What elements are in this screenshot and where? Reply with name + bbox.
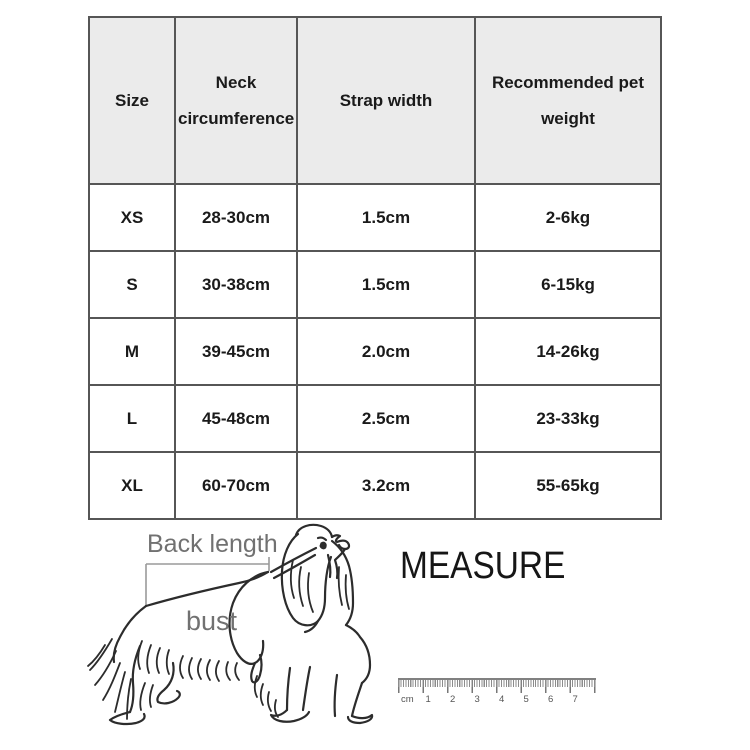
back-length-bracket xyxy=(146,557,269,606)
table-row-l xyxy=(89,385,661,452)
cell-weight: 14-26kg xyxy=(475,318,661,385)
size-chart-table xyxy=(88,16,662,520)
cell-weight: 6-15kg xyxy=(475,251,661,318)
cell-strap: 3.2cm xyxy=(297,452,475,519)
cell-strap: 2.5cm xyxy=(297,385,475,452)
dog-ear-curl xyxy=(305,621,318,632)
cell-size: XS xyxy=(89,184,175,251)
dog-eye xyxy=(320,542,326,549)
ruler-label-7: 7 xyxy=(572,694,578,705)
header-cell-size: Size xyxy=(89,17,175,184)
measure-title: MEASURE xyxy=(400,545,566,587)
dog-front-leg-far-2 xyxy=(287,668,290,710)
cell-size: XL xyxy=(89,452,175,519)
ruler-label-cm: cm xyxy=(401,694,414,705)
ruler-label-3: 3 xyxy=(474,694,480,705)
dog-fur-feathering xyxy=(88,560,349,719)
table-row-s xyxy=(89,251,661,318)
ruler-label-2: 2 xyxy=(450,694,456,705)
ruler-label-6: 6 xyxy=(548,694,554,705)
ruler-labels xyxy=(398,694,596,705)
table-row-xl xyxy=(89,452,661,519)
dog-front-leg-far-1 xyxy=(303,667,310,710)
cell-strap: 1.5cm xyxy=(297,184,475,251)
cell-strap: 2.0cm xyxy=(297,318,475,385)
back-length-label: Back length xyxy=(147,530,278,558)
cell-neck: 60-70cm xyxy=(175,452,297,519)
cell-neck: 30-38cm xyxy=(175,251,297,318)
ruler-ticks xyxy=(398,678,596,693)
dog-hind-paw-far xyxy=(157,663,179,703)
cell-weight: 23-33kg xyxy=(475,385,661,452)
dog-front-leg-near-1 xyxy=(352,683,362,716)
dog-skull xyxy=(296,525,332,537)
dog-rear xyxy=(114,606,146,662)
dog-front-leg-near-2 xyxy=(335,675,337,716)
cell-neck: 28-30cm xyxy=(175,184,297,251)
header-cell-strap-width: Strap width xyxy=(297,17,475,184)
table-row-m xyxy=(89,318,661,385)
cell-strap: 1.5cm xyxy=(297,251,475,318)
cell-neck: 39-45cm xyxy=(175,318,297,385)
cell-size: M xyxy=(89,318,175,385)
table-row-xs xyxy=(89,184,661,251)
ruler-label-1: 1 xyxy=(425,694,431,705)
dog-back xyxy=(146,572,268,606)
cell-weight: 2-6kg xyxy=(475,184,661,251)
dog-ear-far xyxy=(332,541,353,625)
header-cell-neck-circumference: Neck circumference xyxy=(175,17,297,184)
ruler-label-4: 4 xyxy=(499,694,505,705)
ruler-label-5: 5 xyxy=(523,694,529,705)
ruler-graphic xyxy=(398,678,596,705)
cell-weight: 55-65kg xyxy=(475,452,661,519)
dog-chest xyxy=(346,625,370,683)
bust-label: bust xyxy=(186,606,238,636)
table-header-row xyxy=(89,17,661,184)
cell-size: L xyxy=(89,385,175,452)
cell-neck: 45-48cm xyxy=(175,385,297,452)
dog-brow xyxy=(318,538,326,540)
dog-front-foot-near xyxy=(348,715,372,723)
header-cell-pet-weight: Recommended pet weight xyxy=(475,17,661,184)
cell-size: S xyxy=(89,251,175,318)
